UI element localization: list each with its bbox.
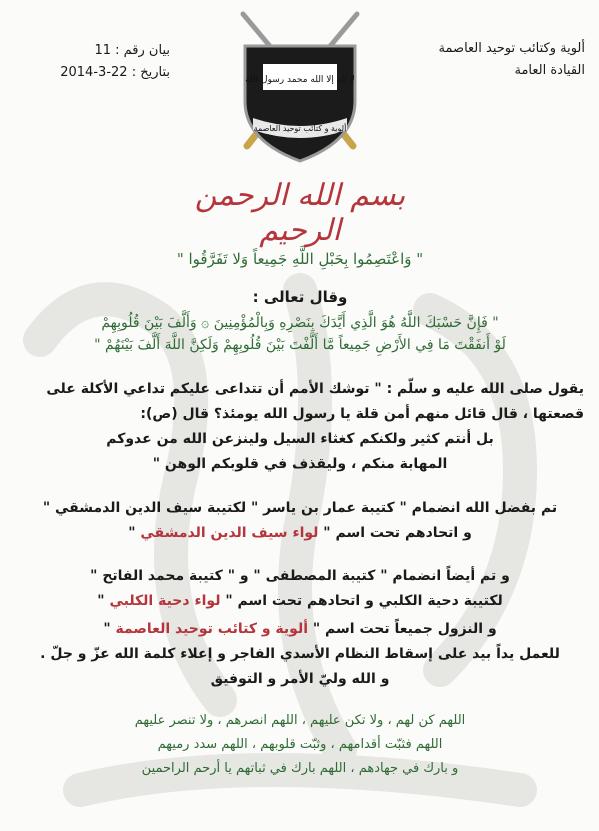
hadith-line-3: بل أنتم كثير ولكنكم كغثاء السيل ولينزعن الله من عدوكم	[106, 431, 494, 447]
closing-supplication	[16, 709, 584, 781]
statement-date: بتاريخ : 22-3-2014	[60, 65, 170, 80]
merge-1-prefix: و اتحادهم تحت اسم "	[318, 525, 472, 541]
organization-header	[395, 38, 585, 82]
quran-quote-2-line-1: " فَإِنَّ حَسْبَكَ اللَّهُ هُوَ الَّذِي أَيَّدَكَ بِنَصْرِهِ وَبِالْمُؤْمِنِينَ ۞ وَأَلَّفَ بَيْنَ قُلُوبِهِمْ	[101, 315, 499, 331]
merge-3-line-3: و الله وليّ الأمر و التوفيق	[210, 671, 390, 687]
brigade-name-2: لواء دحية الكلبي	[109, 593, 221, 609]
merge-1-suffix: "	[128, 525, 141, 541]
merge-2-line-1: و تم أيضاً انضمام " كتيبة المصطفى " و " كتيبة محمد الفاتح "	[90, 568, 510, 584]
hadith-paragraph	[16, 377, 584, 477]
merge-1-line-1: تم بفضل الله انضمام " كتيبة عمار بن ياسر " لكتيبة سيف الدين الدمشقي "	[42, 500, 558, 516]
crossed-swords-shield-icon	[225, 6, 375, 166]
brigade-name-1: لواء سيف الدين الدمشقي	[140, 525, 319, 541]
quran-quote-1: " وَاعْتَصِمُوا بِحَبْلِ اللَّهِ جَمِيعاً وَلا تَفَرَّقُوا "	[176, 250, 424, 268]
merge-announcement-2	[16, 564, 584, 614]
union-name: ألوية و كتائب توحيد العاصمة	[115, 621, 309, 637]
merge-2-prefix: لكتيبة دحية الكلبي و اتحادهم تحت اسم "	[220, 593, 503, 609]
organization-name: ألوية وكتائب توحيد العاصمة	[438, 41, 585, 56]
merge-announcement-3	[16, 617, 584, 692]
merge-announcement-1	[16, 496, 584, 546]
merge-2-line-2	[16, 589, 584, 614]
merge-2-suffix: "	[97, 593, 110, 609]
statement-info	[30, 40, 170, 84]
qal-heading: وقال تعالى :	[252, 288, 348, 306]
flag-text: لا إله إلا الله محمد رسول الله	[245, 75, 355, 85]
merge-1-line-2	[16, 521, 584, 546]
merge-3-line-1	[16, 617, 584, 642]
command-name: القيادة العامة	[514, 63, 585, 78]
hadith-line-2: قصعتها ، قال قائل منهم أمن قلة يا رسول الله يومئذ؟ قال (ص):	[140, 406, 584, 422]
basmala: بسم الله الرحمن الرحيم	[194, 178, 406, 248]
quran-quote-2	[20, 312, 580, 356]
merge-3-suffix: "	[103, 621, 116, 637]
dua-line-3: و بارك في جهادهم ، اللهم بارك في ثباتهم يا أرحم الراحمين	[141, 761, 459, 776]
quran-quote-2-line-2: لَوْ أَنفَقْتَ مَا فِي الأَرْضِ جَمِيعاً مَّا أَلَّفْتَ بَيْنَ قُلُوبِهِمْ وَلَكِنَّ اللَّهَ أَلَّفَ بَيْنَهُمْ "	[94, 337, 506, 353]
merge-3-line-2: للعمل يداً بيد على إسقاط النظام الأسدي الفاجر و إعلاء كلمة الله عزّ و جلّ .	[40, 646, 560, 662]
hadith-line-1: يقول صلى الله عليه و سلّم : " توشك الأمم أن تتداعى عليكم تداعي الأكلة على	[46, 381, 584, 397]
hadith-line-4: المهابة منكم ، وليقذف في قلوبكم الوهن "	[152, 456, 448, 472]
dua-line-1: اللهم كن لهم ، ولا تكن عليهم ، اللهم انصرهم ، ولا تنصر عليهم	[134, 713, 466, 728]
merge-3-prefix: و النزول جميعاً تحت اسم "	[308, 621, 497, 637]
dua-line-2: اللهم فثبّت أقدامهم ، وثبّت قلوبهم ، اللهم سدد رميهم	[157, 737, 443, 752]
statement-number: بيان رقم : 11	[94, 43, 170, 58]
shield-ribbon-text: ألوية و كتائب توحيد العاصمة	[253, 124, 347, 133]
